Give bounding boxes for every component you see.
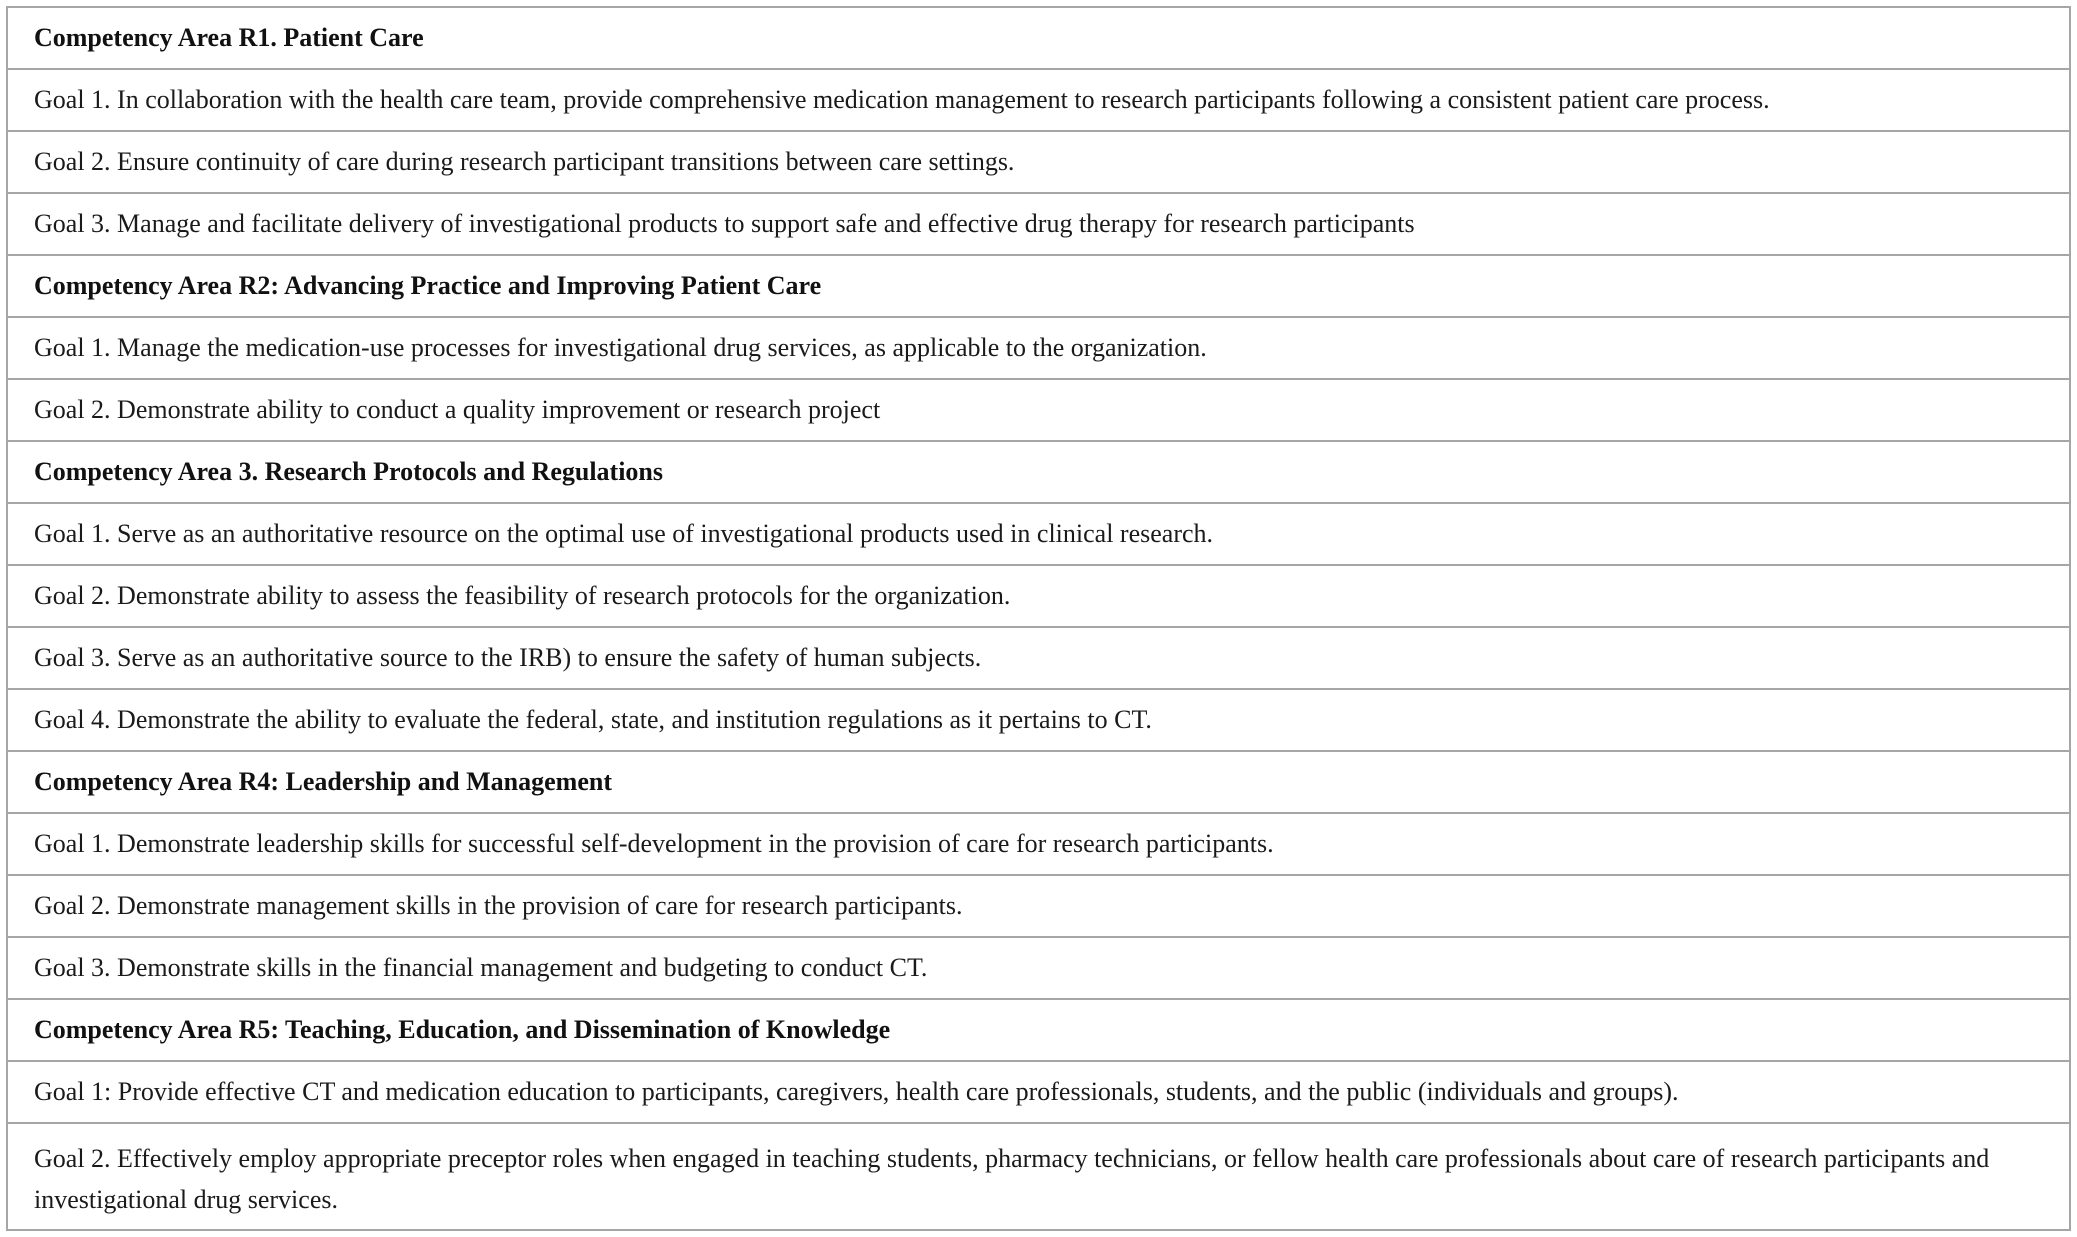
competency-area-r2: Competency Area R2: Advancing Practice and Improving Patient Care	[8, 256, 2069, 318]
competency-area-3: Competency Area 3. Research Protocols and Regulations	[8, 442, 2069, 504]
table-row: Goal 2. Demonstrate ability to assess the feasibility of research protocols for the organization.	[8, 566, 2069, 628]
table-row: Goal 1. In collaboration with the health care team, provide comprehensive medication management to research participants following a consistent patient care process.	[8, 70, 2069, 132]
competency-area-r4: Competency Area R4: Leadership and Management	[8, 752, 2069, 814]
table-row: Goal 1: Provide effective CT and medication education to participants, caregivers, health care professionals, students, and the public (individuals and groups).	[8, 1062, 2069, 1124]
table-row: Goal 2. Demonstrate ability to conduct a quality improvement or research project	[8, 380, 2069, 442]
table-row: Goal 1. Manage the medication-use processes for investigational drug services, as applicable to the organization.	[8, 318, 2069, 380]
table-row: Goal 3. Manage and facilitate delivery of investigational products to support safe and effective drug therapy for research participants	[8, 194, 2069, 256]
competency-area-r1: Competency Area R1. Patient Care	[8, 8, 2069, 70]
table-row: Goal 2. Effectively employ appropriate preceptor roles when engaged in teaching students, pharmacy technicians, or fellow health care professionals about care of research participants and investigational drug services.	[34, 1144, 1990, 1214]
competency-area-r5: Competency Area R5: Teaching, Education, and Dissemination of Knowledge	[8, 1000, 2069, 1062]
table-row: Goal 1. Demonstrate leadership skills for successful self-development in the provision of care for research participants.	[8, 814, 2069, 876]
table-row: Goal 2. Ensure continuity of care during research participant transitions between care settings.	[8, 132, 2069, 194]
table-row: Goal 1. Serve as an authoritative resource on the optimal use of investigational products used in clinical research.	[8, 504, 2069, 566]
table-row: Goal 2. Demonstrate management skills in the provision of care for research participants.	[8, 876, 2069, 938]
table-row: Goal 3. Serve as an authoritative source to the IRB) to ensure the safety of human subjects.	[8, 628, 2069, 690]
table-row: Goal 4. Demonstrate the ability to evaluate the federal, state, and institution regulations as it pertains to CT.	[8, 690, 2069, 752]
competency-table	[6, 6, 2071, 1231]
table-row: Goal 3. Demonstrate skills in the financial management and budgeting to conduct CT.	[8, 938, 2069, 1000]
